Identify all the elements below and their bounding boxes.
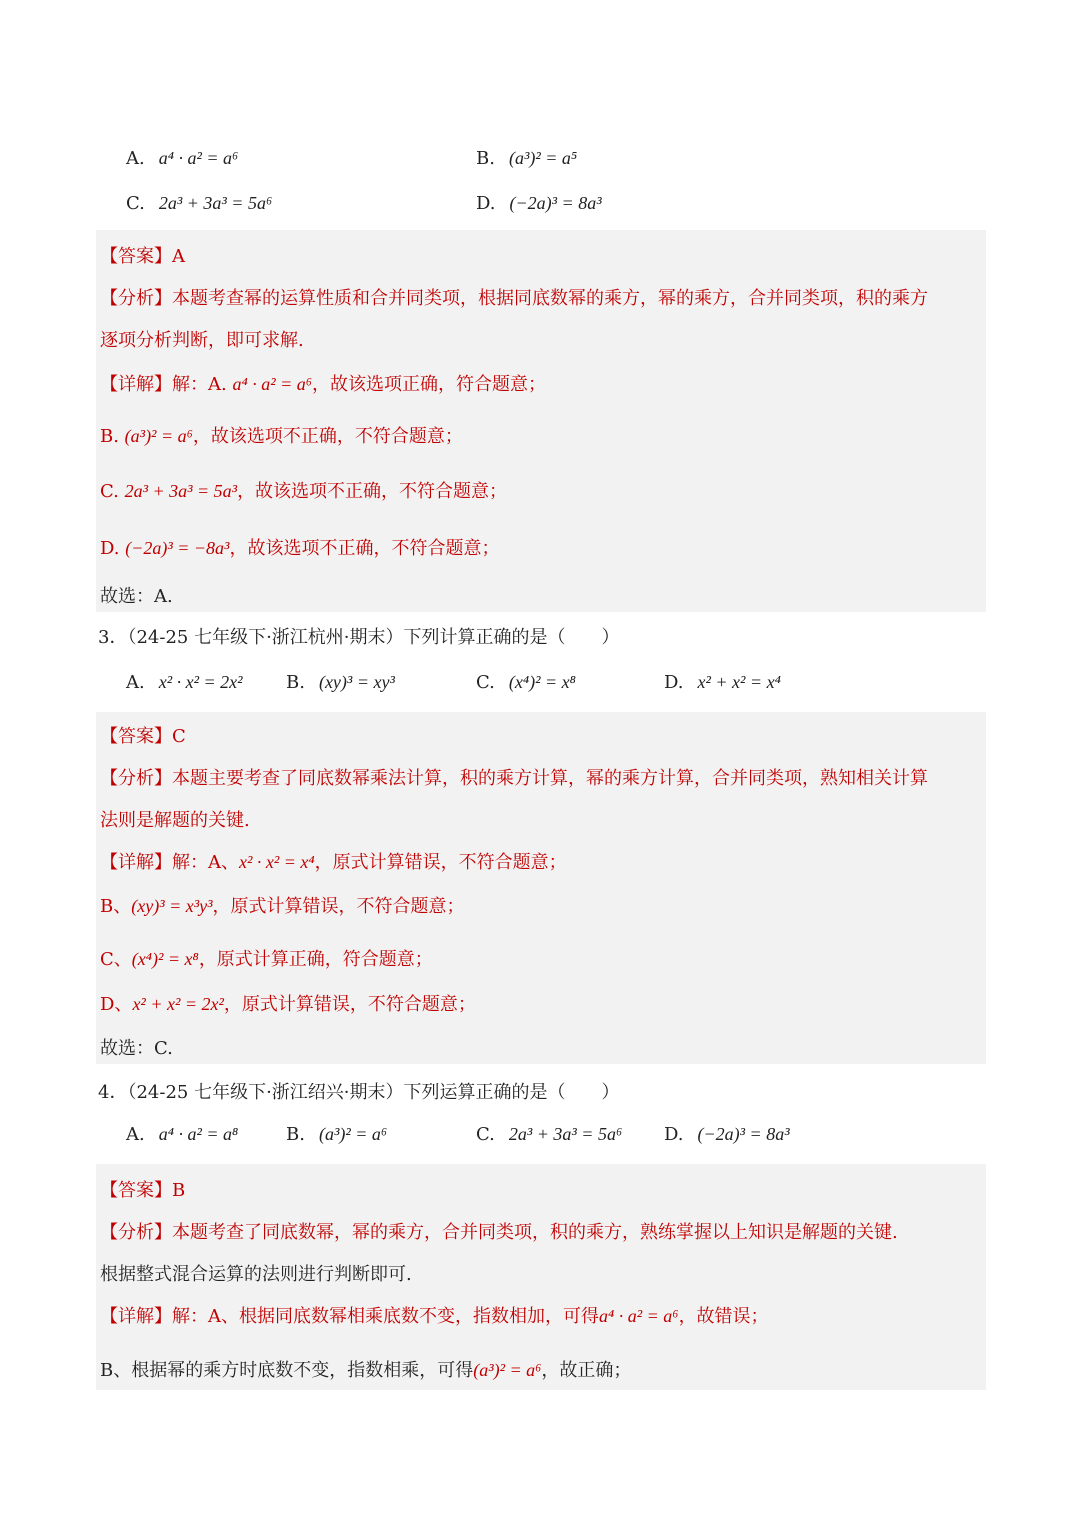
q2-options-row-2	[126, 193, 826, 223]
q2-detail-b: B. (a³)² = a⁶，故该选项不正确，不符合题意；	[100, 426, 463, 447]
q2-analysis-line-2: 逐项分析判断，即可求解.	[100, 330, 304, 351]
q4-detail-a: 【详解】解：A、根据同底数幂相乘底数不变，指数相加，可得a⁴ · a² = a⁶，故错误；	[100, 1306, 769, 1327]
q4-option-c: C. 2a³ + 3a³ = 5a⁶	[476, 1124, 623, 1145]
q3-solution-panel	[96, 712, 986, 1064]
q3-detail-d: D、x² + x² = 2x²，原式计算错误，不符合题意；	[100, 994, 476, 1015]
q3-analysis-line-1: 【分析】本题主要考查了同底数幂乘法计算，积的乘方计算，幂的乘方计算，合并同类项，熟知相关计算	[100, 768, 928, 789]
q2-option-b: B. (a³)² = a⁵	[476, 148, 578, 169]
q2-option-d: D. (−2a)³ = 8a³	[476, 193, 602, 214]
q2-choose: 故选：A.	[100, 586, 173, 607]
q4-answer: 【答案】B	[100, 1180, 186, 1201]
q2-detail-c: C. 2a³ + 3a³ = 5a³，故该选项不正确，不符合题意；	[100, 481, 508, 502]
q2-detail-d: D. (−2a)³ = −8a³，故该选项不正确，不符合题意；	[100, 538, 500, 559]
q4-option-d: D. (−2a)³ = 8a³	[664, 1124, 790, 1145]
q3-analysis-line-2: 法则是解题的关键.	[100, 810, 250, 831]
q3-option-a: A. x² · x² = 2x²	[126, 672, 243, 693]
q2-options-row-1	[126, 148, 826, 178]
q3-option-c: C. (x⁴)² = x⁸	[476, 672, 576, 693]
q4-option-a: A. a⁴ · a² = a⁸	[126, 1124, 239, 1145]
q4-analysis-line-1: 【分析】本题考查了同底数幂，幂的乘方，合并同类项，积的乘方，熟练掌握以上知识是解题的关键.	[100, 1222, 898, 1243]
q3-detail-c: C、(x⁴)² = x⁸，原式计算正确，符合题意；	[100, 949, 433, 970]
q2-answer: 【答案】A	[100, 246, 185, 267]
q4-analysis-line-2: 根据整式混合运算的法则进行判断即可.	[100, 1264, 412, 1285]
q3-stem: 3．（24-25 七年级下·浙江杭州·期末）下列计算正确的是（ ）	[98, 627, 620, 648]
q3-answer: 【答案】C	[100, 726, 186, 747]
q3-detail-a: 【详解】解：A、x² · x² = x⁴，原式计算错误，不符合题意；	[100, 852, 567, 873]
q2-option-c: C. 2a³ + 3a³ = 5a⁶	[126, 193, 273, 214]
q3-choose: 故选：C.	[100, 1038, 173, 1059]
q2-solution-panel	[96, 230, 986, 612]
q4-options-row	[126, 1124, 886, 1154]
q3-detail-b: B、(xy)³ = x³y³，原式计算错误，不符合题意；	[100, 896, 465, 917]
q2-option-a: A. a⁴ · a² = a⁶	[126, 148, 239, 169]
q3-option-b: B. (xy)³ = xy³	[286, 672, 395, 693]
q4-option-b: B. (a³)² = a⁶	[286, 1124, 388, 1145]
q4-stem: 4．（24-25 七年级下·浙江绍兴·期末）下列运算正确的是（ ）	[98, 1082, 620, 1103]
q2-analysis-line-1: 【分析】本题考查幂的运算性质和合并同类项，根据同底数幂的乘方，幂的乘方，合并同类项，积的乘方	[100, 288, 928, 309]
q2-detail-a: 【详解】解：A. a⁴ · a² = a⁶，故该选项正确，符合题意；	[100, 374, 547, 395]
q4-solution-panel	[96, 1164, 986, 1390]
q4-detail-b: B、根据幂的乘方时底数不变，指数相乘，可得(a³)² = a⁶，故正确；	[100, 1360, 632, 1381]
q3-option-d: D. x² + x² = x⁴	[664, 672, 781, 693]
q3-options-row	[126, 672, 886, 702]
